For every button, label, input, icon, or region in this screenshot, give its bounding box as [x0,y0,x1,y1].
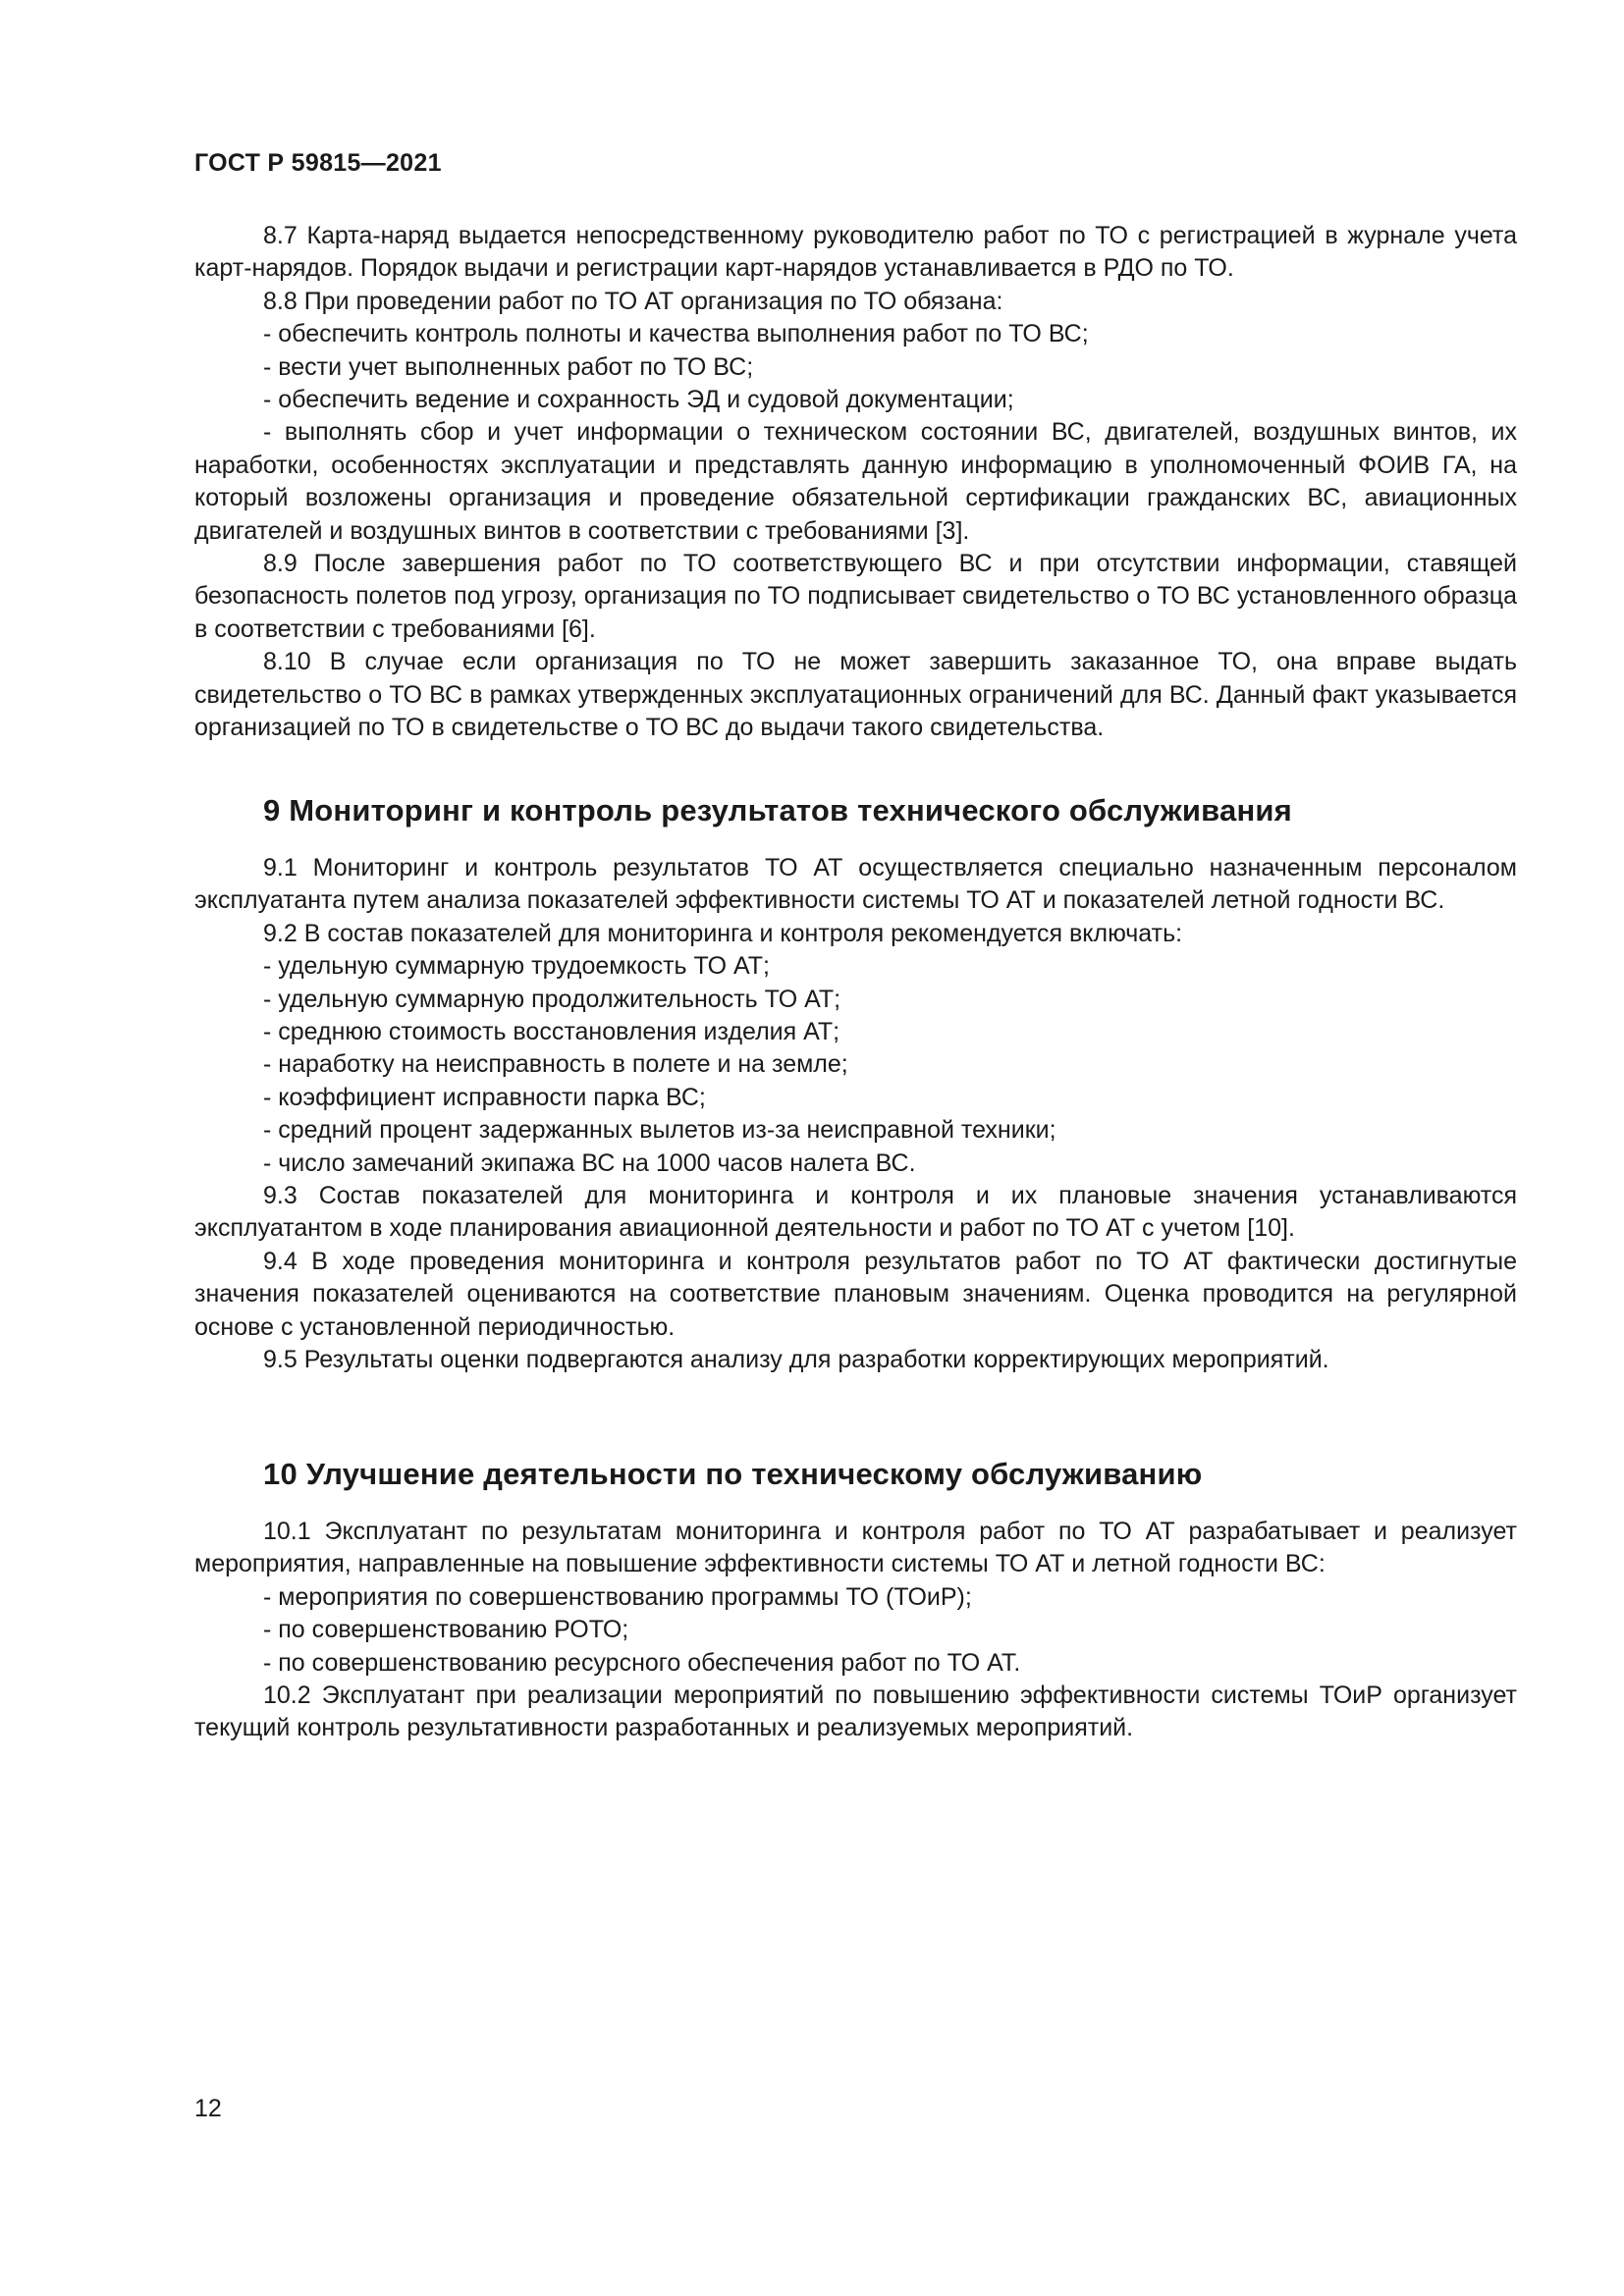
list-item: - число замечаний экипажа ВС на 1000 часов налета ВС. [263,1148,916,1177]
list-item: - коэффициент исправности парка ВС; [263,1083,706,1111]
section-10-body [194,1516,1517,1745]
paragraph: 8.7 Карта-наряд выдается непосредственному руководителю работ по ТО с регистрацией в журнале учета карт-нарядов. Порядок выдачи и регистрации карт-нарядов устанавливается в РДО по ТО. [194,222,1517,283]
list-item: - обеспечить контроль полноты и качества выполнения работ по ТО ВС; [263,320,1089,348]
section-8-body [194,220,1517,745]
list-item: - мероприятия по совершенствованию программы ТО (ТОиР); [263,1582,972,1611]
list-item: - средний процент задержанных вылетов из-за неисправной техники; [263,1116,1056,1145]
paragraph: 8.10 В случае если организация по ТО не может завершить заказанное ТО, она вправе выдать свидетельство о ТО ВС в рамках утвержденных эксплуатационных ограничений для ВС. Данный факт указывается организацией по ТО в свидетельстве о ТО ВС до выдачи такого свидетельства. [194,648,1517,742]
paragraph: 8.8 При проведении работ по ТО АТ организация по ТО обязана: [263,287,1003,315]
paragraph: 9.3 Состав показателей для мониторинга и контроля и их плановые значения устанавливаются эксплуатантом в ходе планирования авиационной деятельности и работ по ТО АТ с учетом [10]. [194,1182,1517,1243]
list-item: - удельную суммарную продолжительность ТО АТ; [263,985,841,1013]
page-number: 12 [194,2095,222,2122]
list-item: - удельную суммарную трудоемкость ТО АТ; [263,952,770,981]
document-header: ГОСТ Р 59815—2021 [194,149,442,177]
paragraph: 10.1 Эксплуатант по результатам мониторинга и контроля работ по ТО АТ разрабатывает и реализует мероприятия, направленные на повышение эффективности системы ТО АТ и летной годности ВС: [194,1518,1517,1578]
section-9-body [194,852,1517,1377]
paragraph: - выполнять сбор и учет информации о техническом состоянии ВС, двигателей, воздушных винтов, их наработки, особенностях эксплуатации и представлять данную информацию в уполномоченный ФОИВ ГА, на который возложены организация и проведение обязательной сертификации гражданских ВС, авиационных двигателей и воздушных винтов в соответствии с требованиями [3]. [194,418,1517,545]
paragraph: 8.9 После завершения работ по ТО соответствующего ВС и при отсутствии информации, ставящей безопасность полетов под угрозу, организация по ТО подписывает свидетельство о ТО ВС установленного образца в соответствии с требованиями [6]. [194,550,1517,643]
section-9-heading: 9 Мониторинг и контроль результатов технического обслуживания [263,793,1292,828]
paragraph: 10.2 Эксплуатант при реализации мероприятий по повышению эффективности системы ТОиР организует текущий контроль результативности разработанных и реализуемых мероприятий. [194,1682,1517,1742]
paragraph: 9.1 Мониторинг и контроль результатов ТО АТ осуществляется специально назначенным персоналом эксплуатанта путем анализа показателей эффективности системы ТО АТ и показателей летной годности ВС. [194,854,1517,915]
list-item: - по совершенствованию РОТО; [263,1616,629,1644]
list-item: - вести учет выполненных работ по ТО ВС; [263,352,754,381]
paragraph: 9.2 В состав показателей для мониторинга и контроля рекомендуется включать: [263,919,1183,947]
list-item: - по совершенствованию ресурсного обеспечения работ по ТО АТ. [263,1648,1021,1677]
list-item: - наработку на неисправность в полете и на земле; [263,1050,848,1079]
section-10-heading: 10 Улучшение деятельности по техническому обслуживанию [263,1457,1203,1491]
list-item: - обеспечить ведение и сохранность ЭД и судовой документации; [263,386,1014,414]
paragraph: 9.4 В ходе проведения мониторинга и контроля результатов работ по ТО АТ фактически достигнутые значения показателей оцениваются на соответствие плановым значениям. Оценка проводится на регулярной основе с установленной периодичностью. [194,1247,1517,1341]
list-item: - среднюю стоимость восстановления изделия АТ; [263,1018,840,1046]
paragraph: 9.5 Результаты оценки подвергаются анализу для разработки корректирующих мероприятий. [263,1346,1329,1374]
